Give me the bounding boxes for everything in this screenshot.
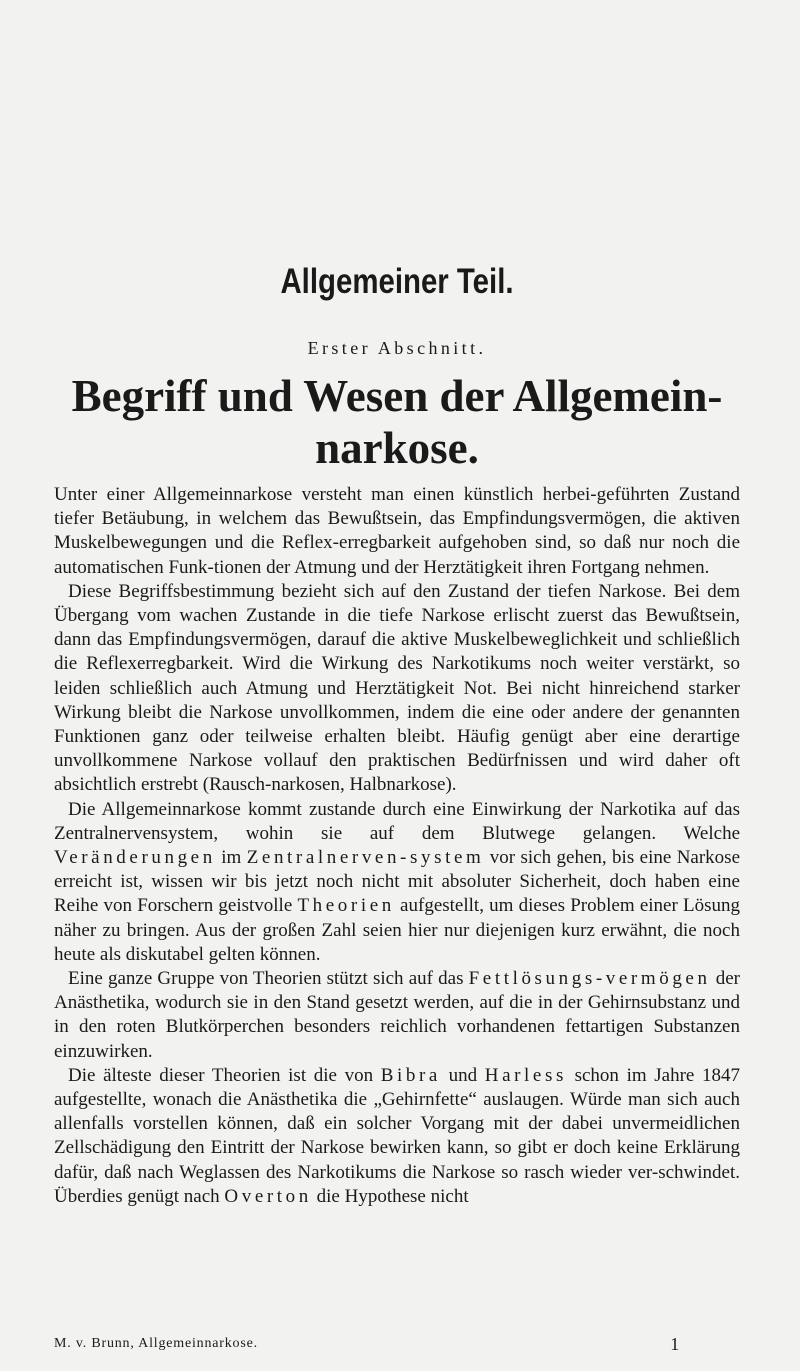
author-name: Bibra: [380, 1064, 441, 1086]
emphasis: Zentralnerven-system: [246, 847, 485, 869]
paragraph-4: [54, 967, 740, 1064]
page-footer: [54, 1336, 740, 1358]
paragraph-1: Unter einer Allgemeinnarkose versteht man einen künstlich herbei-geführten Zustand tiefer Betäubung, in welchem das Bewußtsein, das Empfindungsvermögen, die aktiven Muskelbewegungen und die Reflex-erregbarkeit aufgehoben sind, so daß nur noch die automatischen Funk-tionen der Atmung und der Herztätigkeit ihren Fortgang nehmen.: [54, 484, 740, 578]
emphasis: Fettlösungs-vermögen: [468, 968, 711, 990]
author-name: Harless: [484, 1064, 567, 1086]
footer-signature: M. v. Brunn, Allgemeinnarkose.: [54, 1336, 258, 1351]
text-run: die Hypothese nicht: [311, 1185, 469, 1207]
section-label: Erster Abschnitt.: [307, 338, 487, 358]
chapter-title-line-1: Begriff und Wesen der Allgemein-: [71, 371, 723, 421]
paragraph-3: [54, 798, 740, 967]
text-run: vor sich gehen, bis eine Narkose erreicht ist, wissen wir bis jetzt noch nicht mit absoluter Sicherheit, doch haben eine Reihe von Forschern geistvolle: [54, 847, 740, 917]
body-text: [54, 483, 740, 1209]
emphasis: Theorien: [297, 895, 395, 917]
text-run: schon im Jahre 1847 aufgestellte, wonach die Anästhetika die „Gehirnfette“ auslaugen. Würde man sich auch allenfalls vorstellen können, daß ein solcher Vorgang mit der dabei unvermeidlichen Zellschädigung den Eintritt der Narkose bewirken kann, so gibt er doch keine Erklärung dafür, daß nach Weglassen des Narkotikums die Narkose so rasch wieder ver-schwindet. Überdies genügt nach: [54, 1064, 741, 1207]
emphasis: Veränderungen: [54, 847, 216, 869]
part-title: Allgemeiner Teil.: [280, 262, 514, 301]
page-number: 1: [670, 1334, 680, 1354]
text-run: Die älteste dieser Theorien ist die von: [68, 1064, 381, 1086]
chapter-title: [54, 370, 740, 474]
text-run: Eine ganze Gruppe von Theorien stützt sich auf das: [68, 968, 469, 990]
text-run: der Anästhetika, wodurch sie in den Stand gesetzt werden, auf die in der Gehirnsubstanz und in den roten Blutkörperchen besonders reichlich vorhandenen fettartigen Substanzen einzuwirken.: [54, 968, 740, 1062]
author-name: Overton: [224, 1185, 312, 1207]
text-run: aufgestellt, um dieses Problem einer Lösung näher zu bringen. Aus der großen Zahl seien hier nur diejenigen kurz erwähnt, die noch heute als diskutabel gelten können.: [54, 895, 740, 965]
paragraph-5: [54, 1064, 740, 1209]
chapter-title-line-2: narkose.: [315, 423, 479, 473]
text-run: und: [440, 1064, 485, 1086]
text-run: im: [215, 847, 247, 869]
text-run: Die Allgemeinnarkose kommt zustande durch eine Einwirkung der Narkotika auf das Zentralnervensystem, wohin sie auf dem Blutwege gelangen. Welche: [54, 798, 740, 844]
paragraph-2: Diese Begriffsbestimmung bezieht sich auf den Zustand der tiefen Narkose. Bei dem Übergang vom wachen Zustande in die tiefe Narkose erlischt zuerst das Bewußtsein, dann das Empfindungsvermögen, darauf die aktive Muskelbeweglichkeit und schließlich die Reflexerregbarkeit. Wird die Wirkung des Narkotikums noch weiter verstärkt, so leiden schließlich auch Atmung und Herztätigkeit Not. Bei nicht hinreichend starker Wirkung bleibt die Narkose unvollkommen, indem die eine oder andere der genannten Funktionen ganz oder teilweise erhalten bleibt. Häufig genügt aber eine derartige unvollkommene Narkose vollauf den praktischen Bedürfnissen und wird daher oft absichtlich erstrebt (Rausch-narkosen, Halbnarkose).: [54, 580, 740, 796]
